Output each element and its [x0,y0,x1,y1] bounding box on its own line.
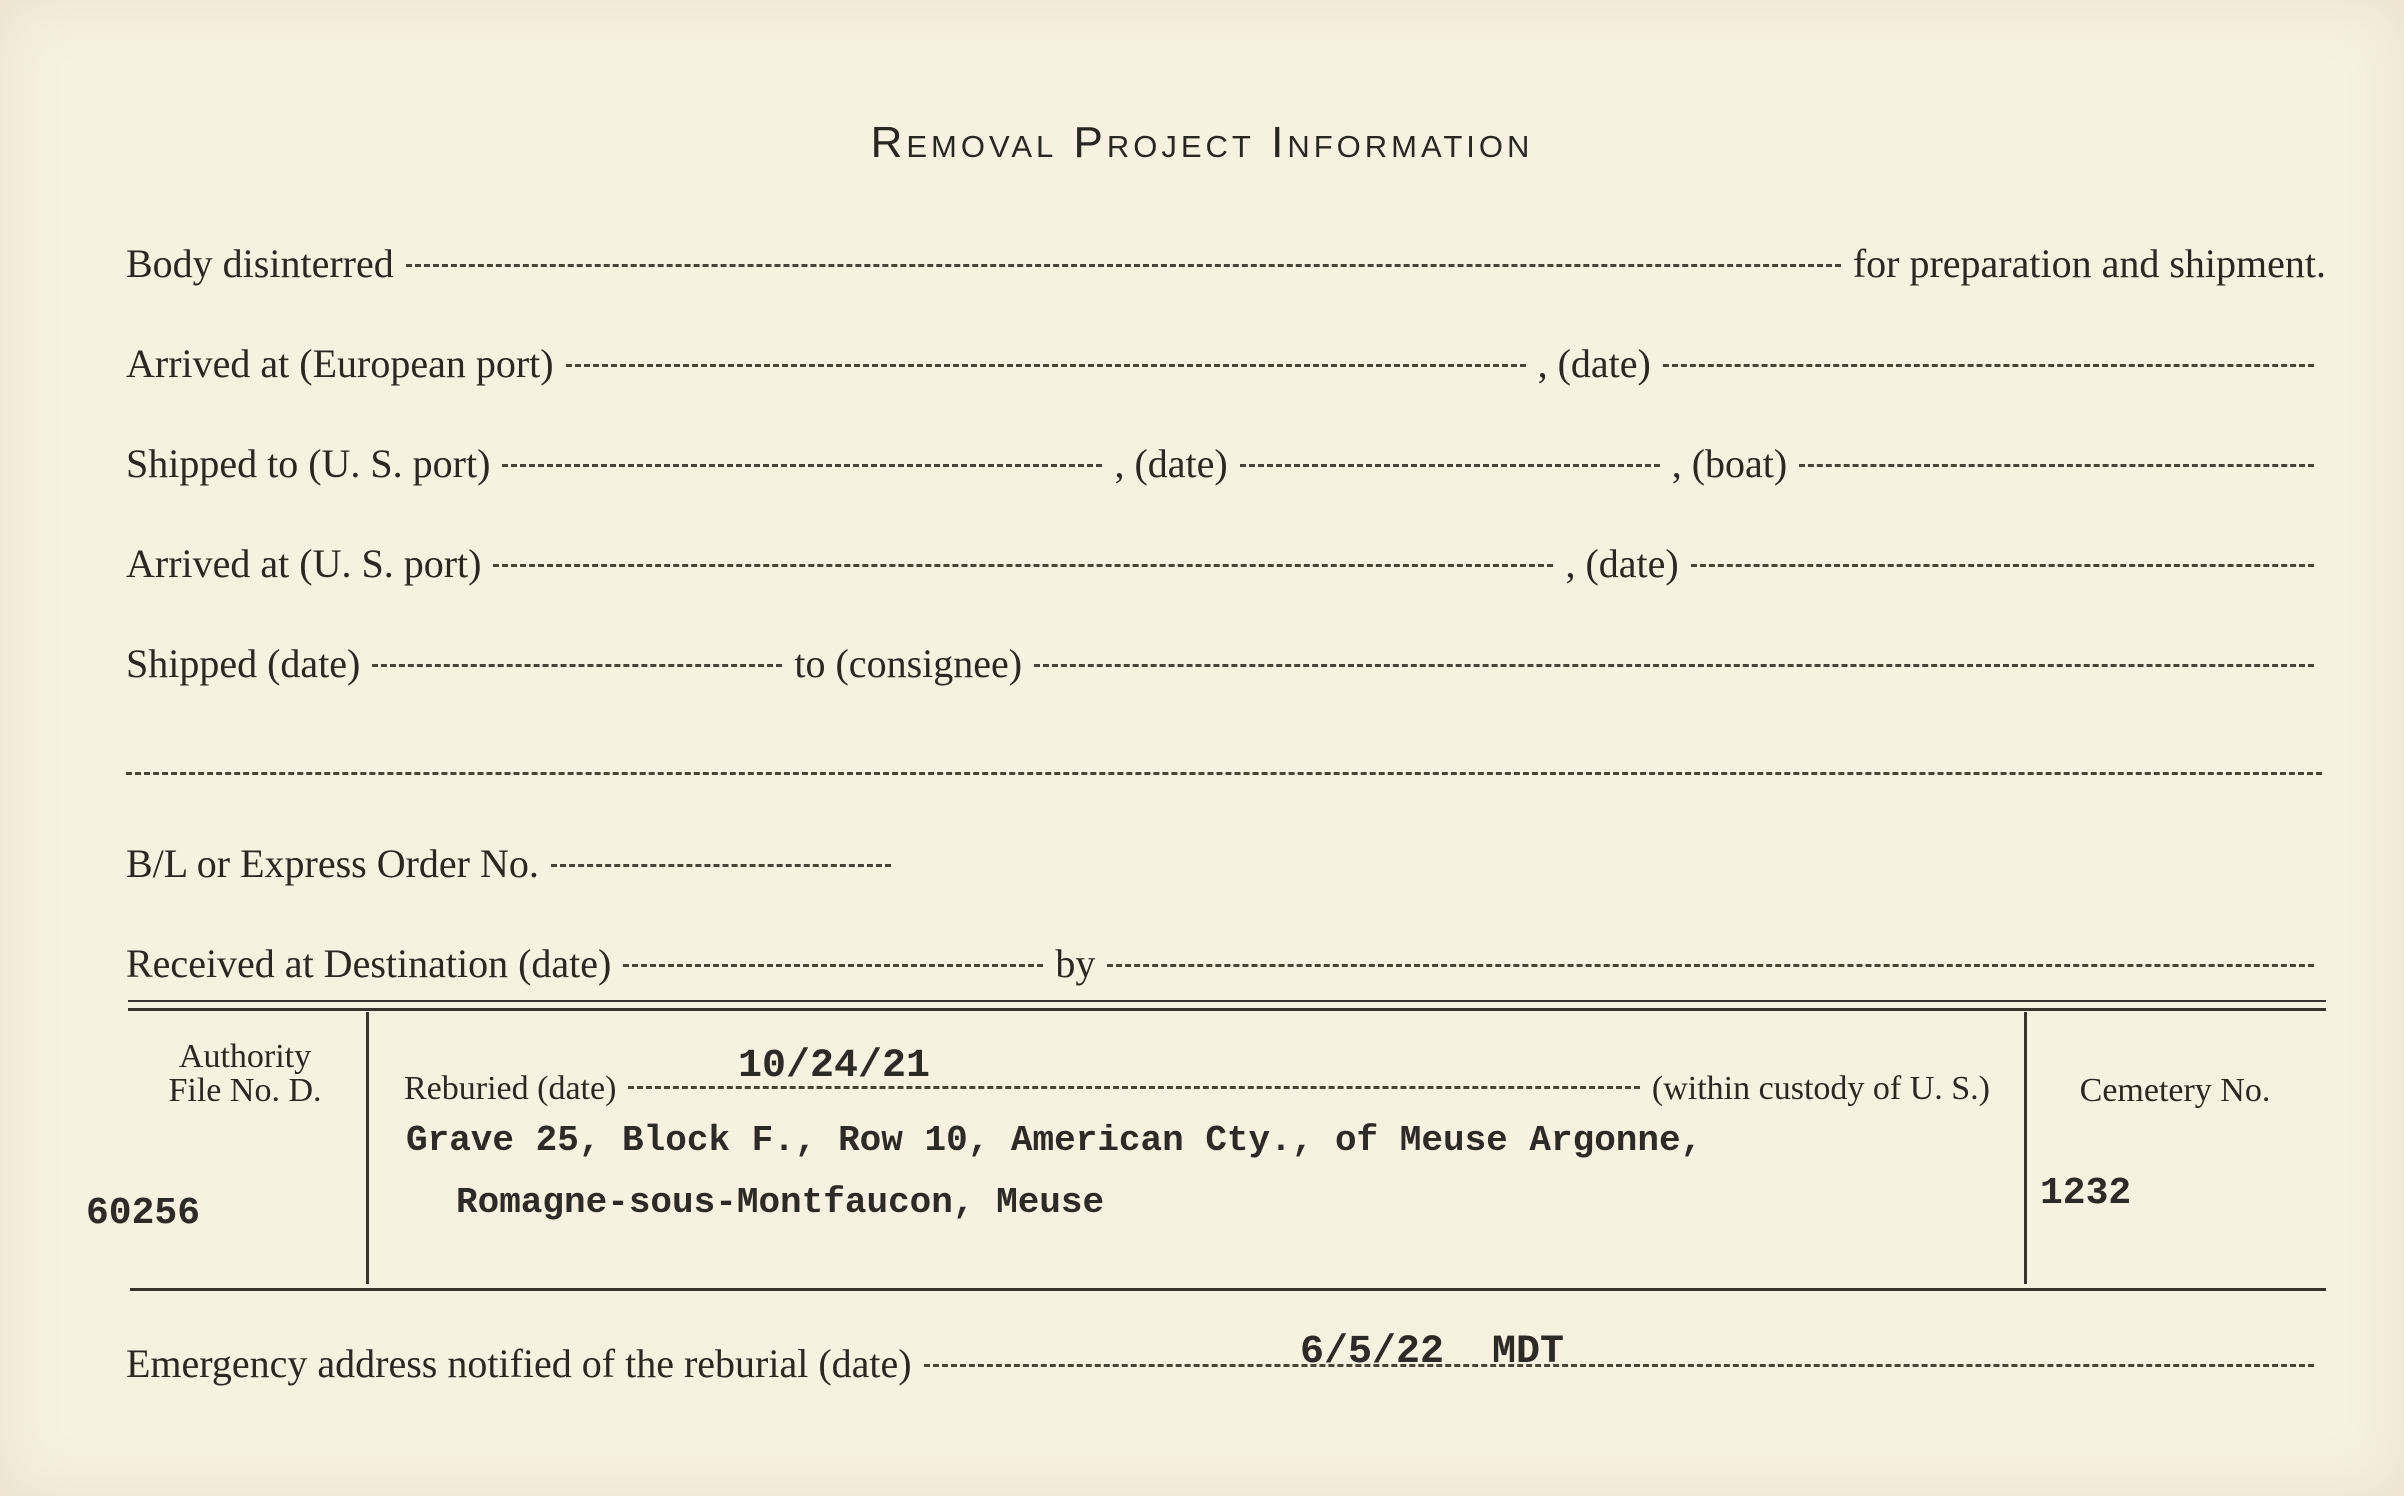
bl-express-field [551,864,891,867]
consignee-continuation-line [126,772,2322,775]
arrived-us-label: Arrived at (U. S. port) [126,541,482,586]
shipped-date-row [126,640,2326,687]
consignee-field [1034,664,2314,667]
shipped-to-us-field [502,464,1102,467]
arrived-us-row [126,540,2326,587]
arrived-us-date-field [1691,564,2314,567]
reburied-row [404,1070,1990,1108]
authority-label [130,1040,360,1108]
grave-location-line-1: Grave 25, Block F., Row 10, American Cty., of Meuse Argonne, [406,1120,1703,1161]
page-title: Removal Project Information [870,118,1534,167]
boat-label: , (boat) [1671,441,1788,486]
emergency-field [924,1364,2314,1367]
cemetery-label: Cemetery No. [2079,1072,2271,1109]
box-bottom-rule [130,1288,2326,1291]
custody-label: (within custody of U. S.) [1651,1070,1990,1107]
received-destination-field [623,964,1043,967]
authority-file-number: 60256 [86,1192,201,1235]
arrived-european-row [126,340,2326,387]
by-label: by [1055,941,1096,986]
emergency-label: Emergency address notified of the reburial (date) [126,1341,912,1386]
shipped-date-label: Shipped (date) [126,641,361,686]
reburied-label: Reburied (date) [404,1070,617,1107]
by-field [1107,964,2314,967]
bl-express-row [126,840,1026,887]
body-disinterred-row [126,240,2326,287]
shipped-to-us-row [126,440,2326,487]
received-destination-label: Received at Destination (date) [126,941,612,986]
emergency-row [126,1340,2326,1387]
shipped-to-us-label: Shipped to (U. S. port) [126,441,491,486]
authority-label-line-2: File No. D. [168,1072,322,1109]
received-destination-row [126,940,2326,987]
arrived-european-date-field [1663,364,2314,367]
box-divider-right [2024,1012,2027,1284]
authority-label-line-1: Authority [178,1038,312,1075]
for-preparation-label: for preparation and shipment. [1852,241,2326,286]
arrived-european-date-label: , (date) [1537,341,1651,386]
shipped-to-us-date-label: , (date) [1114,441,1228,486]
bl-express-label: B/L or Express Order No. [126,841,539,886]
boat-field [1799,464,2314,467]
divider-rule-bottom [128,1008,2326,1011]
arrived-us-field [493,564,1553,567]
body-disinterred-field [406,264,1841,267]
emergency-date: 6/5/22 MDT [1300,1330,1565,1375]
shipped-to-us-date-field [1240,464,1660,467]
box-divider-left [366,1012,369,1284]
reburied-date: 10/24/21 [738,1044,931,1089]
arrived-european-label: Arrived at (European port) [126,341,554,386]
to-consignee-label: to (consignee) [794,641,1023,686]
cemetery-number: 1232 [2040,1172,2132,1215]
shipped-date-field [372,664,782,667]
arrived-us-date-label: , (date) [1565,541,1679,586]
grave-location-line-2: Romagne-sous-Montfaucon, Meuse [456,1182,1105,1223]
divider-rule-top [128,1000,2326,1002]
body-disinterred-label: Body disinterred [126,241,394,286]
arrived-european-field [566,364,1526,367]
